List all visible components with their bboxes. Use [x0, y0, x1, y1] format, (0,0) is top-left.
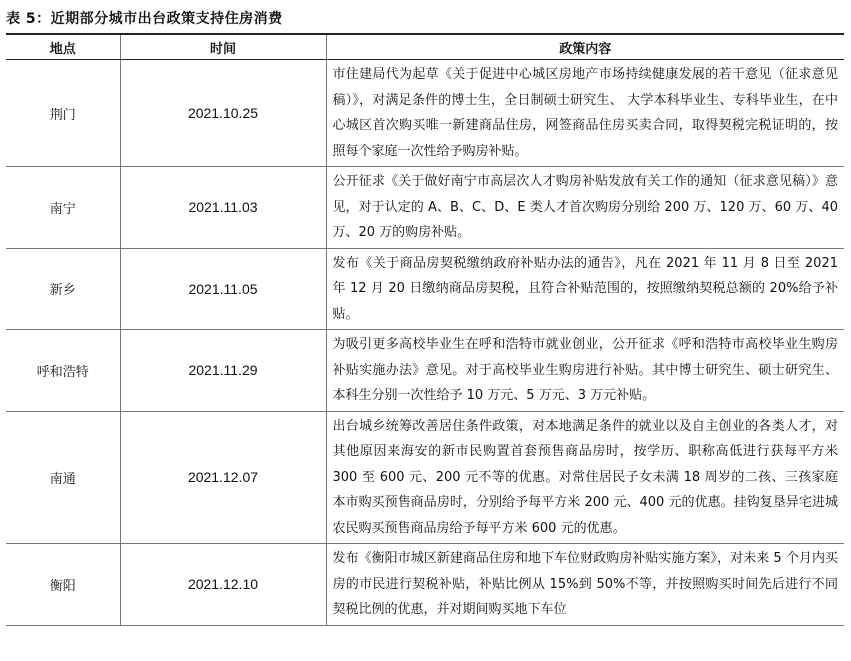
cell-date: 2021.11.03	[120, 167, 326, 249]
table-header-row	[6, 34, 844, 60]
header-time: 时间	[120, 34, 326, 60]
table-row	[6, 60, 844, 167]
cell-date: 2021.12.10	[120, 544, 326, 626]
policy-table	[6, 33, 844, 626]
header-content: 政策内容	[326, 34, 844, 60]
cell-location: 南宁	[6, 167, 120, 249]
table-row	[6, 411, 844, 544]
cell-date: 2021.12.07	[120, 411, 326, 544]
cell-date: 2021.11.05	[120, 248, 326, 330]
cell-location: 新乡	[6, 248, 120, 330]
cell-content: 出台城乡统筹改善居住条件政策，对本地满足条件的就业以及自主创业的各类人才，对其他原因来海安的新市民购置首套预售商品房时，按学历、职称高低进行获每平方米 300 至 600 元、200 元不等的优惠。对常住居民子女未满 18 周岁的二孩、三孩家庭本市购买预售商品房时，分别给予每平方米 200 元、400 元的优惠。挂钩复垦异宅进城农民购买预售商品房给予每平方米 600 元的优惠。	[326, 411, 844, 544]
table-caption: 表 5：近期部分城市出台政策支持住房消费	[6, 11, 283, 27]
cell-content: 公开征求《关于做好南宁市高层次人才购房补贴发放有关工作的通知（征求意见稿）》意见，对于认定的 A、B、C、D、E 类人才首次购房分别给 200 万、120 万、60 万、40 万、20 万的购房补贴。	[326, 167, 844, 249]
cell-content: 发布《衡阳市城区新建商品住房和地下车位财政购房补贴实施方案》，对未来 5 个月内买房的市民进行契税补贴，补贴比例从 15%到 50%不等，并按照购买时间先后进行不同契税比例的优惠，并对期间购买地下车位	[326, 544, 844, 626]
cell-content: 市住建局代为起草《关于促进中心城区房地产市场持续健康发展的若干意见（征求意见稿）》，对满足条件的博士生，全日制硕士研究生、 大学本科毕业生、专科毕业生，在中心城区首次购买唯一新建商品住房，网签商品住房买卖合同，取得契税完税证明的，按照每个家庭一次性给予购房补贴。	[326, 60, 844, 167]
cell-location: 南通	[6, 411, 120, 544]
header-location: 地点	[6, 34, 120, 60]
table-row	[6, 248, 844, 330]
table-row	[6, 544, 844, 626]
cell-location: 衡阳	[6, 544, 120, 626]
cell-date: 2021.11.29	[120, 330, 326, 412]
table-row	[6, 330, 844, 412]
table-row	[6, 167, 844, 249]
cell-content: 发布《关于商品房契税缴纳政府补贴办法的通告》，凡在 2021 年 11 月 8 日至 2021 年 12 月 20 日缴纳商品房契税，且符合补贴范围的，按照缴纳契税总额的 20%给予补贴。	[326, 248, 844, 330]
cell-content: 为吸引更多高校毕业生在呼和浩特市就业创业，公开征求《呼和浩特市高校毕业生购房补贴实施办法》意见。对于高校毕业生购房进行补贴。其中博士研究生、硕士研究生、本科生分别一次性给予 10 万元、5 万元、3 万元补贴。	[326, 330, 844, 412]
cell-date: 2021.10.25	[120, 60, 326, 167]
cell-location: 荆门	[6, 60, 120, 167]
cell-location: 呼和浩特	[6, 330, 120, 412]
